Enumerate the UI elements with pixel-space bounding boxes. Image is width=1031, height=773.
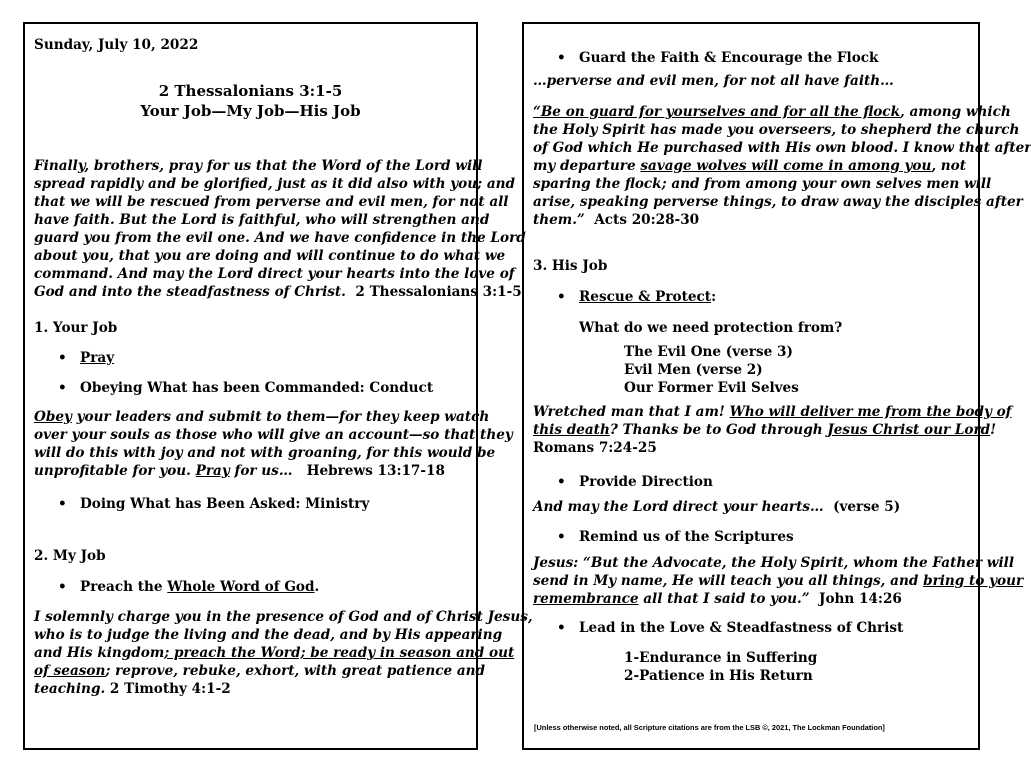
passage-line: Finally, brothers, pray for us that the Word of the Lord will xyxy=(34,158,483,174)
emphasis: savage wolves will come in among you xyxy=(640,158,932,174)
john-text: send in My name, He will teach you all things, and xyxy=(533,573,924,589)
hebrews-text: your leaders and submit to them—for they keep watch xyxy=(71,409,490,425)
emphasis: of season xyxy=(34,663,106,679)
page-subtitle: Your Job—My Job—His Job xyxy=(140,102,361,120)
right-panel xyxy=(522,22,1031,750)
passage-line: spread rapidly and be glorified, just as it did also with you; and xyxy=(34,176,516,192)
emphasis: bring to your xyxy=(923,573,1024,589)
bullet-preach xyxy=(80,578,319,596)
acts-text: sparing the flock; and from among your own selves men will xyxy=(533,176,992,192)
bullet-doing: • Doing What has Been Asked: Ministry xyxy=(80,495,369,513)
emphasis: ; preach the Word; be ready in season and out xyxy=(164,645,515,661)
section-heading: 2. My Job xyxy=(34,548,106,564)
passage-line: guard you from the evil one. And we have confidence in the Lord xyxy=(34,230,526,246)
passage-line: that we will be rescued from perverse and evil men, for not all xyxy=(34,194,509,210)
bullet-lead: • Lead in the Love & Steadfastness of Christ xyxy=(579,619,903,637)
timothy-text: and His kingdom xyxy=(34,645,165,661)
section-heading: 3. His Job xyxy=(533,258,608,274)
acts-text: the Holy Spirit has made you overseers, to shepherd the church xyxy=(533,122,1020,138)
scripture-reference: 2 Thessalonians 3:1-5 xyxy=(355,284,522,300)
emphasis: Pray xyxy=(195,463,230,479)
hebrews-text: over your souls as those who will give an account—so that they xyxy=(34,427,513,443)
bullet-guard: • Guard the Faith & Encourage the Flock xyxy=(579,49,878,67)
scripture-reference: 2 Timothy 4:1-2 xyxy=(109,681,231,697)
scripture-reference: (verse 5) xyxy=(833,499,901,515)
scripture-reference: Acts 20:28-30 xyxy=(594,212,700,228)
direct-text: And may the Lord direct your hearts… xyxy=(533,499,824,515)
passage-line: about you, that you are doing and will continue to do what we xyxy=(34,248,506,264)
passage-line: have faith. But the Lord is faithful, who will strengthen and xyxy=(34,212,490,228)
acts-text: , among which xyxy=(900,104,1011,120)
emphasis: Whole Word of God xyxy=(167,579,315,595)
emphasis: “Be on guard for yourselves and for all the flock xyxy=(533,104,900,120)
timothy-text: ; reprove, rebuke, exhort, with great patience and xyxy=(105,663,486,679)
left-panel xyxy=(23,22,533,750)
acts-text: my departure xyxy=(533,158,641,174)
passage-line: command. And may the Lord direct your hearts into the love of xyxy=(34,266,515,282)
john-text: Jesus: “But the Advocate, the Holy Spirit, whom the Father will xyxy=(533,555,1014,571)
romans-text: ? Thanks be to God through xyxy=(609,422,828,438)
emphasis: this death xyxy=(533,422,610,438)
page-title: 2 Thessalonians 3:1-5 xyxy=(158,82,343,100)
emphasis: Who will deliver me from the body of xyxy=(729,404,1012,420)
passage-line: God and into the steadfastness of Christ. xyxy=(34,284,346,300)
date: Sunday, July 10, 2022 xyxy=(34,37,199,53)
scripture-reference: Hebrews 13:17-18 xyxy=(306,463,445,479)
quote-line: …perverse and evil men, for not all have faith… xyxy=(533,73,894,89)
romans-text: ! xyxy=(990,422,997,438)
acts-text: arise, speaking perverse things, to draw away the disciples after xyxy=(533,194,1023,210)
acts-text: of God which He purchased with His own blood. I know that after xyxy=(533,140,1031,156)
section-heading: 1. Your Job xyxy=(34,320,118,336)
acts-text: , not xyxy=(931,158,967,174)
acts-text: them.” xyxy=(533,212,585,228)
timothy-text: teaching. xyxy=(34,681,106,697)
protection-question: What do we need protection from? xyxy=(579,320,843,336)
bullet-direction: • Provide Direction xyxy=(579,473,713,491)
timothy-text: who is to judge the living and the dead, and by His appearing xyxy=(34,627,503,643)
emphasis: Obey xyxy=(34,409,72,425)
bullet-remind: • Remind us of the Scriptures xyxy=(579,528,794,546)
romans-text: Wretched man that I am! xyxy=(533,404,730,420)
timothy-text: I solemnly charge you in the presence of God and of Christ Jesus, xyxy=(34,609,533,625)
hebrews-text: for us… xyxy=(229,463,293,479)
emphasis: Jesus Christ our Lord xyxy=(827,422,991,438)
bullet-text: Preach the xyxy=(80,579,168,595)
bullet-obeying: • Obeying What has been Commanded: Conduct xyxy=(80,379,433,397)
protection-item: The Evil One (verse 3) xyxy=(624,344,793,360)
bullet-text: : xyxy=(711,289,717,305)
lead-item: 1-Endurance in Suffering xyxy=(624,650,818,666)
lead-item: 2-Patience in His Return xyxy=(624,668,813,684)
hebrews-text: unprofitable for you. xyxy=(34,463,196,479)
scripture-reference: Romans 7:24-25 xyxy=(533,440,657,456)
bullet-pray: • Pray xyxy=(80,349,114,367)
bullet-text: . xyxy=(314,579,320,595)
emphasis: remembrance xyxy=(533,591,639,607)
hebrews-text: will do this with joy and not with groaning, for this would be xyxy=(34,445,496,461)
protection-item: Evil Men (verse 2) xyxy=(624,362,763,378)
protection-item: Our Former Evil Selves xyxy=(624,380,799,396)
footnote: [Unless otherwise noted, all Scripture citations are from the LSB ©, 2021, The Lockman Foundation] xyxy=(534,723,885,732)
scripture-reference: John 14:26 xyxy=(819,591,902,607)
john-text: all that I said to you.” xyxy=(638,591,810,607)
bullet-rescue: Rescue & Protect xyxy=(579,289,712,305)
